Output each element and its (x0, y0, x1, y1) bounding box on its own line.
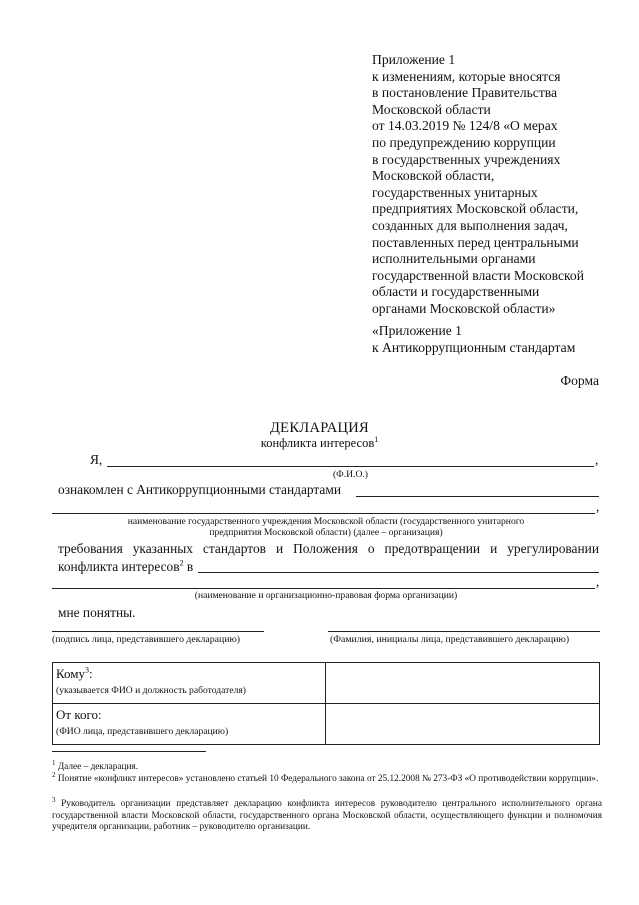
footnote-ref-1: 1 (374, 434, 379, 444)
requirements-text: требования указанных стандартов и Положения о предотвращении и урегулировании (58, 541, 599, 556)
appendix-line: от 14.03.2019 № 124/8 «О мерах (372, 118, 558, 134)
appendix-line: государственных унитарных (372, 184, 538, 200)
footnote-2 (52, 770, 602, 786)
document-subtitle (0, 436, 639, 451)
appendix-line: органами Московской области» (372, 300, 556, 316)
from-hint: (ФИО лица, представившего декларацию) (56, 726, 229, 737)
appendix-sub-line: к Антикоррупционным стандартам (372, 339, 576, 355)
organization-line-1[interactable] (198, 572, 599, 573)
appendix-sub-line: «Приложение 1 (372, 323, 462, 338)
appendix-line: созданных для выполнения задач, (372, 217, 568, 233)
to-value-cell[interactable] (326, 663, 600, 704)
addressee-table (52, 662, 600, 745)
name-caption: (Фамилия, инициалы лица, представившего декларацию) (330, 634, 570, 645)
organization-line-2[interactable] (52, 588, 595, 589)
fio-caption: (Ф.И.О.) (332, 469, 369, 480)
understood-text: мне понятны. (58, 605, 136, 620)
signature-caption: (подпись лица, представившего декларацию) (52, 634, 241, 645)
footnote-2-text: Понятие «конфликт интересов» установлено статьей 10 Федерального закона от 25.12.2008 № 273-ФЗ «О противодействии коррупции». (57, 774, 599, 785)
appendix-line: по предупреждению коррупции (372, 134, 556, 150)
footnote-ref-3: 3 (85, 665, 90, 675)
appendix-header (372, 52, 584, 318)
footnote-ref-2: 2 (179, 558, 184, 568)
conflict-text (58, 559, 193, 575)
appendix-line: поставленных перед центральными (372, 234, 579, 250)
appendix-line: государственной власти Московской (372, 267, 584, 283)
from-value-cell[interactable] (326, 704, 600, 745)
to-label-cell (53, 663, 326, 704)
conflict-label: конфликта интересов (58, 559, 180, 574)
signature-line[interactable] (52, 631, 264, 632)
footnote-separator (52, 751, 206, 752)
subtitle-text: конфликта интересов (260, 436, 375, 450)
appendix-line: в государственных учреждениях (372, 151, 561, 167)
appendix-line: исполнительными органами (372, 251, 536, 267)
footnote-3-number: 3 (52, 796, 56, 804)
standards-line[interactable] (356, 496, 599, 497)
to-colon: : (89, 666, 93, 681)
table-row (53, 704, 600, 745)
footnote-1-text: Далее – декларация. (57, 762, 139, 773)
document-title: ДЕКЛАРАЦИЯ (269, 420, 370, 436)
ya-label: Я, (90, 452, 103, 467)
appendix-line: области и государственными (372, 284, 540, 300)
organization-comma: , (596, 574, 600, 589)
footnote-3 (52, 795, 602, 834)
to-text: Кому (56, 666, 86, 681)
institution-caption-2: предприятия Московской области) (далее – организация) (209, 527, 443, 538)
appendix-line: в постановление Правительства (372, 85, 558, 101)
footnote-3-text: Руководитель организации представляет декларацию конфликта интересов руководителю центрального исполнительного органа государственной власти Московской области, государственного органа Московской области, осуществляющего функции и полномочия учредителя организации, работник – руководителю организации. (52, 799, 602, 833)
fio-comma: , (595, 452, 599, 467)
to-hint: (указывается ФИО и должность работодателя) (56, 685, 246, 696)
institution-comma: , (596, 499, 600, 514)
institution-line[interactable] (52, 513, 595, 514)
footnote-1-number: 1 (52, 759, 56, 767)
appendix-sub-header (372, 323, 575, 356)
appendix-line: предприятиях Московской области, (372, 201, 579, 217)
table-row (53, 663, 600, 704)
appendix-line: Московской области (372, 101, 491, 117)
organization-caption: (наименование и организационно-правовая форма организации) (194, 590, 458, 601)
name-line[interactable] (328, 631, 600, 632)
appendix-line: к изменениям, которые вносятся (372, 68, 561, 84)
footnote-2-number: 2 (52, 771, 56, 779)
form-label: Форма (560, 373, 599, 388)
institution-caption-1: наименование государственного учреждения Московской области (государственного унитарного (127, 516, 525, 527)
conflict-in: в (183, 559, 194, 574)
to-label (56, 666, 322, 682)
from-label: От кого: (56, 707, 102, 722)
acquainted-text: ознакомлен с Антикоррупционными стандартами (58, 482, 342, 497)
fio-line[interactable] (107, 466, 594, 467)
appendix-line: Приложение 1 (372, 52, 456, 67)
from-label-cell (53, 704, 326, 745)
appendix-line: Московской области, (372, 168, 495, 184)
